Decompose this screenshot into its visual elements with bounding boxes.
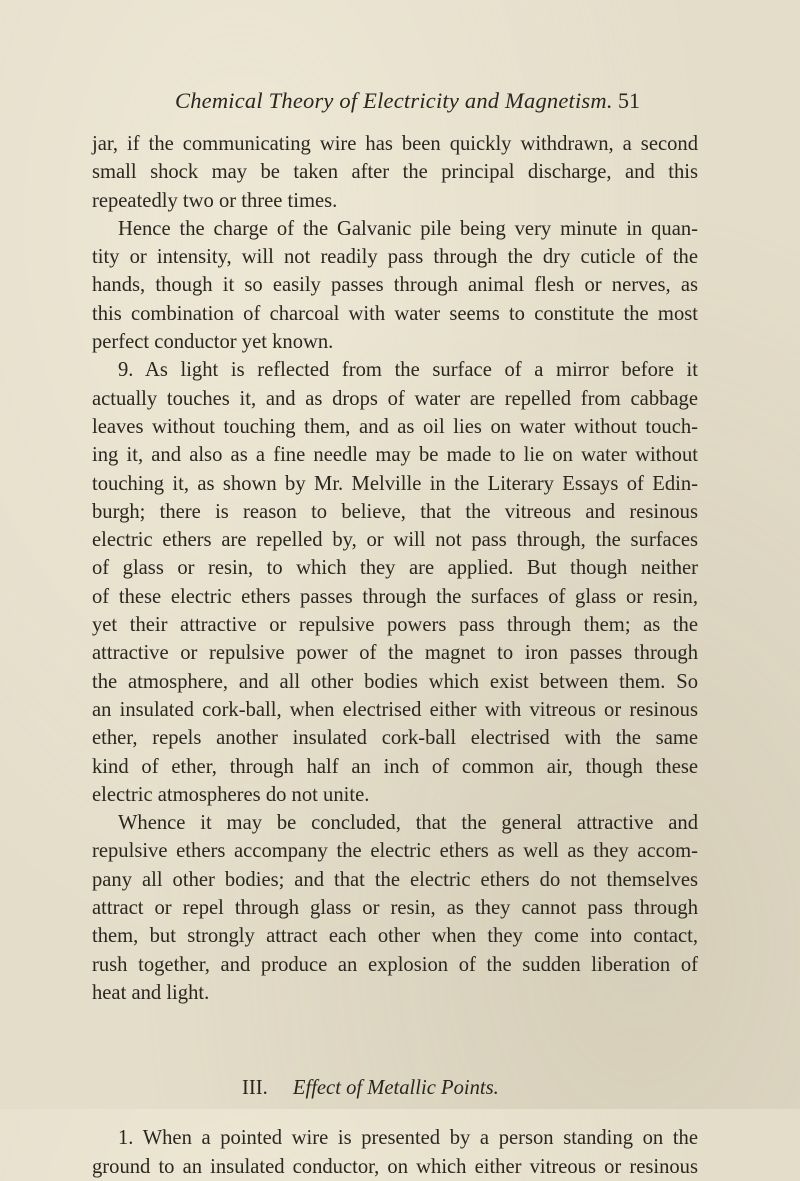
text-line: repeatedly two or three times. [92, 189, 338, 212]
text-line: actually touches it, and as drops of water are repelled from cabbage [92, 387, 698, 410]
body-text [92, 130, 698, 1181]
text-line: of glass or resin, to which they are applied. But though neither [92, 557, 698, 580]
text-line: Hence the charge of the Galvanic pile being very minute in quan- [118, 217, 698, 240]
text-line: jar, if the communicating wire has been quickly withdrawn, a second [92, 133, 698, 155]
text-line: leaves without touching them, and as oil lies on water without touch- [92, 415, 698, 438]
running-header [0, 88, 800, 118]
section-spacer [92, 1007, 698, 1073]
text-line: this combination of charcoal with water seems to constitute the most [92, 302, 698, 325]
section-title: Effect of Metallic Points. [292, 1077, 499, 1100]
text-line: touching it, as shown by Mr. Melville in the Literary Essays of Edin- [92, 472, 698, 495]
text-line: rush together, and produce an explosion of the sudden liberation of [92, 953, 698, 976]
section-heading [92, 1073, 698, 1103]
text-line: attractive or repulsive power of the magnet to iron passes through [92, 642, 698, 665]
text-line: 9. As light is reflected from the surface of a mirror before it [118, 359, 698, 382]
page-number: 51 [618, 88, 640, 113]
text-line: ground to an insulated conductor, on which either vitreous or resinous [92, 1155, 698, 1178]
text-line: pany all other bodies; and that the electric ethers do not themselves [92, 868, 698, 891]
text-line: attract or repel through glass or resin, as they cannot pass through [92, 897, 698, 920]
text-line: the atmosphere, and all other bodies which exist between them. So [92, 670, 698, 693]
text-line: an insulated cork-ball, when electrised either with vitreous or resinous [92, 698, 698, 721]
running-title: Chemical Theory of Electricity and Magnetism. [175, 88, 613, 113]
text-line: small shock may be taken after the principal discharge, and this [92, 161, 698, 184]
text-line: repulsive ethers accompany the electric ethers as well as they accom- [92, 840, 698, 863]
text-line: burgh; there is reason to believe, that the vitreous and resinous [92, 500, 698, 523]
text-line: electric atmospheres do not unite. [92, 783, 370, 806]
text-line: perfect conductor yet known. [92, 331, 334, 354]
text-line: yet their attractive or repulsive powers pass through them; as the [92, 614, 698, 637]
section-spacer [92, 1103, 698, 1124]
text-line: tity or intensity, will not readily pass through the dry cuticle of the [92, 246, 698, 269]
text-line: hands, though it so easily passes through animal flesh or nerves, as [92, 274, 698, 297]
text-line: Whence it may be concluded, that the general attractive and [118, 812, 698, 835]
text-line: them, but strongly attract each other when they come into contact, [92, 925, 698, 948]
text-line: 1. When a pointed wire is presented by a person standing on the [118, 1127, 698, 1150]
text-line: heat and light. [92, 981, 210, 1004]
text-line: ing it, and also as a fine needle may be made to lie on water without [92, 444, 698, 467]
text-line: of these electric ethers passes through the surfaces of glass or resin, [92, 585, 698, 608]
text-line: electric ethers are repelled by, or will not pass through, the surfaces [92, 529, 698, 552]
text-line: ether, repels another insulated cork-ball electrised with the same [92, 727, 698, 750]
section-numeral: III. [242, 1077, 268, 1100]
text-line: kind of ether, through half an inch of common air, though these [92, 755, 698, 778]
